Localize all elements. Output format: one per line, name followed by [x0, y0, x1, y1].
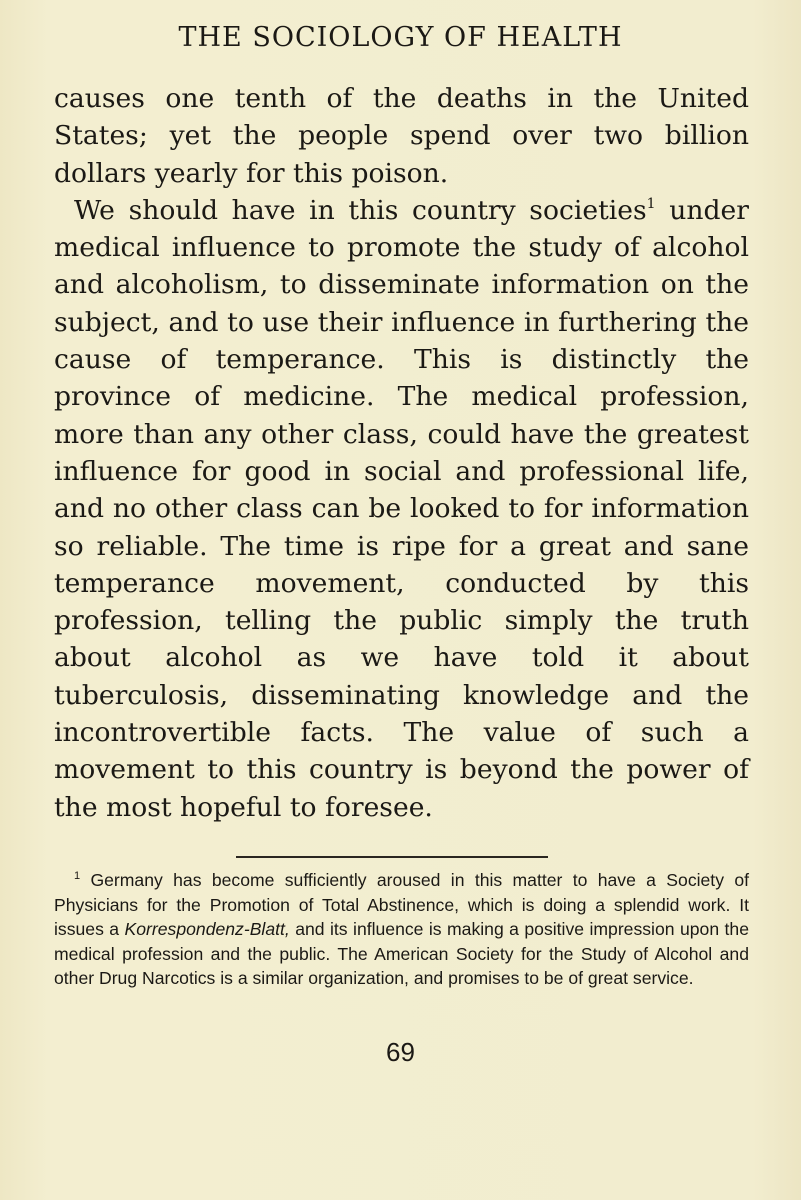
paragraph-2 — [54, 192, 749, 826]
page-number: 69 — [386, 1037, 415, 1067]
paragraph-2-rest: under medical influence to promote the study of alcohol and alcoholism, to disseminate information on the subject, and to use their influence in furthering the cause of temperance. This is distinctly the province of medicine. The medical profession, more than any other class, could have the greatest influence for good in social and professional life, and no other class can be looked to for information so reliable. The time is ripe for a great and sane temperance movement, conducted by this profession, telling the public simply the truth about alcohol as we have told it about tuberculosis, disseminating knowledge and the incontrovertible facts. The value of such a movement to this country is beyond the power of the most hopeful to foresee. — [54, 194, 749, 823]
footnote-italic-title: Korrespondenz-Blatt, — [124, 919, 290, 939]
footnote-text-start: Germany has become sufficiently aroused in this matter to have a Society of Physicians for the Promotion of Total Abstinence, which is doing a splendid work. It issues a — [54, 870, 749, 939]
footnote-marker: 1 — [74, 870, 81, 882]
footnote-text — [54, 868, 749, 991]
footnote — [54, 868, 749, 991]
body-text — [54, 80, 749, 826]
running-head: THE SOCIOLOGY OF HEALTH — [178, 22, 623, 53]
paragraph-2-start: We should have in this country societies — [74, 194, 647, 226]
paragraph-1: causes one tenth of the deaths in the United States; yet the people spend over two billion dollars yearly for this poison. — [54, 83, 749, 189]
footnote-rule — [236, 856, 548, 858]
footnote-reference: 1 — [646, 195, 656, 212]
footnote-text-end: and its influence is making a positive impression upon the medical profession and the public. The American Society for the Study of Alcohol and other Drug Narcotics is a similar organization, and promises to be of great service. — [54, 919, 749, 988]
